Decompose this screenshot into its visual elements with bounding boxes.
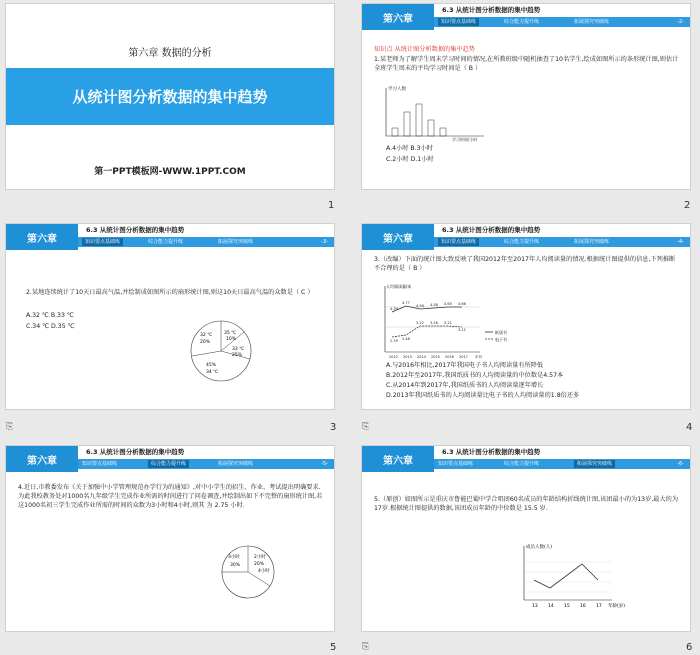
pie-label: 34 ℃ [206, 370, 219, 375]
pie-label: 32 ℃ [200, 333, 213, 338]
page-indicator: -6- [677, 461, 684, 467]
year-label: 2016 [445, 355, 454, 359]
section-title: 6.3 从统计图分析数据的集中趋势 [442, 6, 541, 14]
slide-number-6: 6 [686, 642, 693, 653]
tab-basic[interactable]: 知识要点基础练 [438, 238, 479, 246]
pie-pct: 45% [206, 363, 217, 368]
pie-pct: 20% [254, 562, 265, 567]
slide-1[interactable] [6, 4, 334, 189]
pie-label: 2小时 [254, 555, 266, 560]
tab-improve[interactable]: 综合能力提升练 [504, 19, 540, 25]
page-indicator: -4- [677, 239, 684, 245]
year-label: 2013 [403, 355, 412, 359]
page-indicator: -2- [677, 19, 684, 25]
chapter-label: 第六章 [362, 4, 434, 30]
year-label: 2014 [417, 355, 426, 359]
x-tick: 16 [580, 604, 586, 609]
tab-improve[interactable]: 综合能力提升练 [148, 239, 184, 245]
section-title: 6.3 从统计图分析数据的集中趋势 [86, 226, 185, 234]
slide-5[interactable] [6, 446, 334, 631]
pie-label: 35 ℃ [224, 331, 237, 336]
paper-label: 4.66 [458, 302, 466, 306]
pie-pct: 20% [200, 340, 211, 345]
slide-number-5: 5 [330, 642, 337, 653]
slide1-title: 从统计图分析数据的集中趋势 [72, 88, 268, 106]
year-label: 2015 [431, 355, 440, 359]
slide-icon-3: ⎘ [6, 422, 14, 432]
tab-extend[interactable]: 拓展探究突破练 [218, 239, 254, 245]
option-ab: A.32 ℃ B.33 ℃ [26, 312, 74, 319]
question-1: 1.某老师为了解学生周末学习时间的情况,在所教班级中随机抽查了10名学生,绘成如图所示的条形统计图,则估计全班学生周末的平均学习时间是（ B ） [374, 56, 679, 72]
option-ab: A.4小时 B.3小时 [386, 145, 433, 152]
year-label: 2017 [459, 355, 468, 359]
pie-label: 4小时 [258, 569, 270, 574]
paper-label: 4.56 [416, 304, 424, 308]
chapter-label: 第六章 [362, 446, 434, 472]
ebook-label: 3.21 [444, 321, 452, 325]
y-axis-label: 人均阅读量/本 [386, 284, 412, 289]
slide-number-4: 4 [686, 422, 693, 433]
slide-number-1: 1 [328, 200, 335, 211]
x-tick: 15 [564, 604, 570, 609]
tab-basic[interactable]: 知识要点基础练 [438, 461, 474, 467]
x-axis-label: 年龄(岁) [608, 604, 626, 609]
ebook-label: 3.26 [430, 321, 438, 325]
pie-pct: 10% [226, 337, 237, 342]
tab-basic[interactable]: 知识要点基础练 [82, 238, 123, 246]
question-2: 2.某地连续统计了10天日最高气温,并绘制成如图所示的扇形统计图,则这10天日最高气温的众数是（ C ） [26, 289, 314, 296]
ebook-label: 3.22 [416, 321, 424, 325]
x-tick: 13 [532, 604, 538, 609]
tab-basic[interactable]: 知识要点基础练 [82, 461, 118, 467]
paper-label: 4.65 [444, 302, 452, 306]
tab-extend[interactable]: 拓展探究突破练 [574, 239, 610, 245]
slide-icon-4: ⎘ [362, 422, 370, 432]
x-axis-label: 学习时间/小时 [452, 137, 478, 142]
chapter-label: 第六章 [6, 224, 78, 250]
slide-number-3: 3 [330, 422, 337, 433]
pie-pct: 30% [230, 563, 241, 568]
year-label: 2012 [389, 355, 398, 359]
slide-2[interactable] [362, 4, 690, 189]
bar [392, 128, 398, 136]
line-chart-reading [380, 282, 530, 362]
tab-extend[interactable]: 拓展探究突破练 [574, 460, 615, 468]
y-axis-label: 成员人数(人) [526, 545, 553, 550]
y-axis-label: 学习人数 [388, 87, 406, 92]
x-axis-label: 年份 [475, 355, 482, 359]
question-4: 4.近日,市教委发布《关于加强中小学管理规范办学行为的通知》,对中小学生的招生、作业、考试提出明确要求.为此我校教务处对1000名九年级学生完成作业所需的时间进行了问卷调查,并绘制出如下不完整的扇形统计图,若这1000名初三学生完成作业所需的时间的众数为3小时和4小时,则其 为 2.75 小时. [18, 484, 323, 509]
page-indicator: -5- [321, 461, 328, 467]
question-3: 3.（改编）下面的统计图大致反映了我国2012年至2017年人均阅读量的情况.根据统计图提供的信息,下列推断不合理的是（ B ） [374, 256, 676, 272]
slide1-footer: 第一PPT模板网-WWW.1PPT.COM [94, 167, 246, 177]
option-cd: C.2小时 D.1小时 [386, 156, 434, 163]
ebook-label: 2.35 [390, 339, 398, 343]
bar [404, 112, 410, 136]
bar [416, 104, 422, 136]
pie-chart-temperature [186, 316, 256, 386]
option-c: C.从2014年到2017年,我国纸质书的人均阅读量逐年增长 [386, 382, 544, 389]
slide-6[interactable] [362, 446, 690, 631]
slide-4[interactable] [362, 224, 690, 409]
bar [440, 128, 446, 136]
option-cd: C.34 ℃ D.35 ℃ [26, 323, 75, 330]
bar [428, 120, 434, 136]
tab-improve[interactable]: 综合能力提升练 [504, 461, 540, 467]
tab-improve[interactable]: 综合能力提升练 [504, 239, 540, 245]
tab-extend[interactable]: 拓展探究突破练 [218, 461, 254, 467]
paper-label: 4.58 [430, 303, 438, 307]
pie-label: 3小时 [228, 555, 240, 560]
x-tick: 17 [596, 604, 602, 609]
tab-extend[interactable]: 拓展探究突破练 [574, 19, 610, 25]
tab-basic[interactable]: 知识要点基础练 [438, 18, 479, 26]
pie-chart-homework [218, 542, 278, 602]
chapter-label: 第六章 [6, 446, 78, 472]
option-d: D.2013年我国纸质书的人均阅读量比电子书的人均阅读量的1.8倍还多 [386, 392, 580, 399]
slide-number-2: 2 [684, 200, 691, 211]
section-title: 6.3 从统计图分析数据的集中趋势 [442, 226, 541, 234]
paper-label: 4.39 [390, 307, 398, 311]
ebook-label: 3.12 [458, 328, 466, 332]
slide-icon-6: ⎘ [362, 642, 370, 652]
slide1-chapter: 第六章 数据的分析 [128, 48, 212, 59]
pie-label: 33 ℃ [232, 347, 245, 352]
slide-3[interactable] [6, 224, 334, 409]
x-tick: 14 [548, 604, 554, 609]
section-title: 6.3 从统计图分析数据的集中趋势 [442, 448, 541, 456]
section-title: 6.3 从统计图分析数据的集中趋势 [86, 448, 185, 456]
chapter-label: 第六章 [362, 224, 434, 250]
option-a: A.与2016年相比,2017年我国电子书人均阅读量有所降低 [386, 362, 544, 369]
knowledge-point: 知识点 从统计图分析数据的集中趋势 [374, 46, 475, 53]
page-indicator: -3- [321, 239, 328, 245]
line-chart-age [512, 542, 642, 612]
question-5: 5.（原创）如图所示是重庆市鲁能巴蜀中学合唱团60名成员的年龄结构折线统计图,该团最小的为13岁,最大的为17岁.根据统计图提供的数据,该团成员年龄的中位数是 15.5 岁. [374, 496, 679, 512]
legend-paper: 纸质书 [495, 330, 507, 335]
bar-chart-study-time [380, 84, 490, 144]
ebook-label: 2.48 [402, 337, 410, 341]
option-b: B.2012年至2017年,我国纸质书的人均阅读量的中位数是4.57本 [386, 372, 564, 379]
legend-ebook: 电子书 [495, 337, 507, 342]
paper-label: 4.77 [402, 301, 410, 305]
pie-pct: 25% [232, 353, 243, 358]
tab-improve[interactable]: 综合能力提升练 [148, 460, 189, 468]
